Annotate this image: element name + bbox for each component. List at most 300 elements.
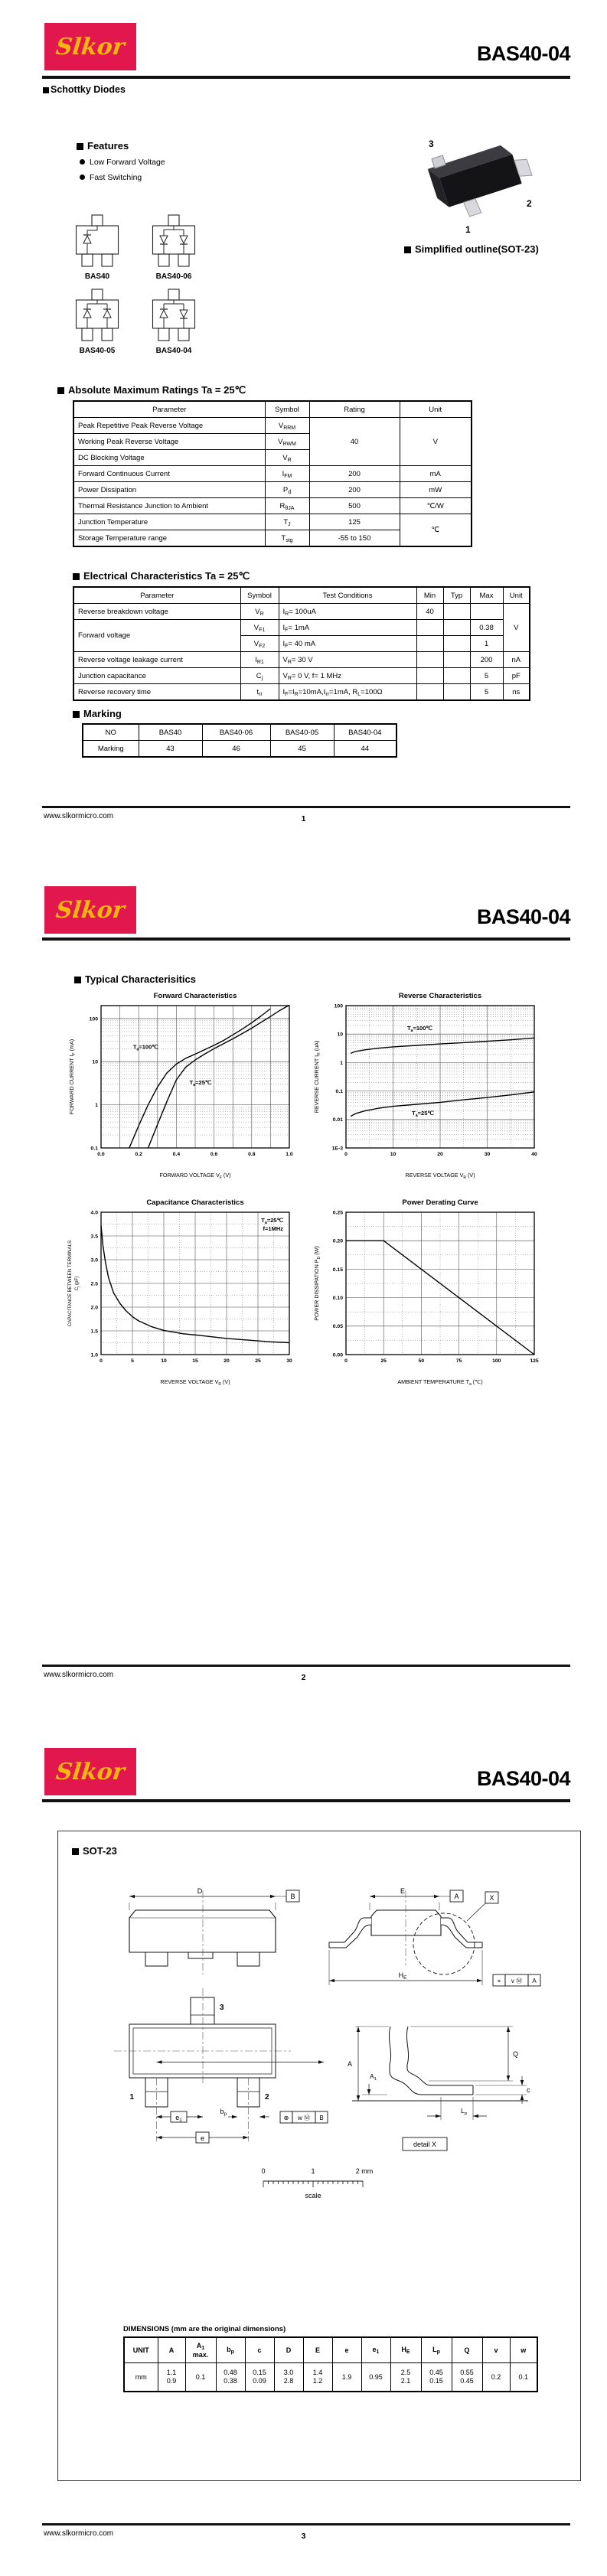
page-1 [0, 0, 607, 859]
svg-text:⌖: ⌖ [497, 1978, 501, 1984]
svg-text:40: 40 [531, 1152, 537, 1157]
table-row [73, 514, 472, 530]
symbol-cell: $V_R$ [265, 450, 309, 466]
column-header: Q [452, 2337, 482, 2363]
svg-text:B: B [290, 1893, 295, 1900]
min-cell [416, 668, 443, 684]
svg-text:4.0: 4.0 [90, 1210, 98, 1216]
marking-cell: 44 [334, 741, 397, 758]
value-cell: 3.0 2.8 [274, 2363, 303, 2392]
value-cell: 0.2 [482, 2363, 510, 2392]
svg-text:75: 75 [455, 1358, 462, 1364]
min-cell [416, 620, 443, 636]
test-conditions-cell: $I_F=I_R=10mA,I_{rr}=1mA$, $R_L=100\Omega$ [279, 684, 416, 701]
svg-text:E: E [400, 1887, 406, 1895]
svg-text:1E-3: 1E-3 [331, 1146, 343, 1152]
column-header: Parameter [73, 587, 240, 604]
unit-cell: mA [400, 466, 472, 482]
parameter-cell: Power Dissipation [73, 482, 265, 498]
typ-cell [443, 604, 470, 620]
chart-reverse-characteristics [310, 989, 544, 1187]
chart-capacitance-characteristics [65, 1195, 299, 1394]
value-cell: 0.1 [510, 2363, 537, 2392]
svg-text:e1​: $e_1$ [175, 2114, 182, 2123]
package-name: BAS40-06 [155, 272, 192, 281]
svg-text:0.8: 0.8 [248, 1152, 256, 1157]
page-number: 2 [301, 1673, 306, 1682]
svg-text:0.05: 0.05 [332, 1324, 343, 1330]
svg-text:30: 30 [286, 1358, 292, 1364]
parameter-cell: Forward Continuous Current [73, 466, 265, 482]
symbol-cell: $V_{F2}$ [240, 636, 279, 652]
min-cell: 40 [416, 604, 443, 620]
svg-text:2: 2 [265, 2093, 269, 2102]
svg-text:A: A [532, 1978, 537, 1984]
svg-text:2.0: 2.0 [90, 1305, 98, 1311]
package-diagram [139, 214, 208, 281]
svg-text:0.20: 0.20 [332, 1238, 343, 1244]
svg-text:1.5: 1.5 [90, 1329, 98, 1335]
chart-forward-characteristics [65, 989, 299, 1187]
svg-text:detail X: detail X [413, 2141, 437, 2148]
column-header: Rating [309, 401, 400, 418]
value-cell: 0.1 [185, 2363, 216, 2392]
package-name: BAS40-04 [155, 347, 192, 355]
column-header: Symbol [265, 401, 309, 418]
typ-cell [443, 668, 470, 684]
typ-cell [443, 652, 470, 668]
value-cell: 1.9 [332, 2363, 361, 2392]
marking-cell: Marking [83, 741, 139, 758]
marking-cell: 46 [202, 741, 270, 758]
column-header: BAS40-06 [202, 724, 270, 741]
value-cell: 1.4 1.2 [303, 2363, 332, 2392]
page-title: BAS40-04 [476, 905, 570, 928]
symbol-cell: $P_d$ [265, 482, 309, 498]
svg-text:FORWARD VOLTAGE VF​ (V): FORWARD VOLTAGE $V_F$ (V) [159, 1172, 231, 1180]
svg-text:A1​: $A_1$ [370, 2072, 377, 2082]
section-marker [43, 87, 49, 93]
max-cell: 0.38 [470, 620, 503, 636]
table-row [73, 482, 472, 498]
svg-text:2 mm: 2 mm [355, 2167, 374, 2175]
symbol-cell: $I_{R1}$ [240, 652, 279, 668]
column-header: BAS40 [139, 724, 202, 741]
min-cell [416, 684, 443, 701]
svg-text:e: e [200, 2134, 205, 2142]
dimensions-table-el [123, 2336, 538, 2392]
typ-cell [443, 684, 470, 701]
column-header: Test Conditions [279, 587, 416, 604]
column-header: BAS40-04 [334, 724, 397, 741]
svg-text:1: 1 [340, 1060, 343, 1066]
test-conditions-cell: $V_R= 0$ V, f= 1 MHz [279, 668, 416, 684]
column-header: UNIT [124, 2337, 158, 2363]
brand-logo-text: Slkor [54, 1758, 126, 1785]
value-cell: 0.55 0.45 [452, 2363, 482, 2392]
symbol-cell: $V_R$ [240, 604, 279, 620]
header-rule [42, 76, 570, 79]
svg-text:20: 20 [437, 1152, 443, 1157]
svg-text:25: 25 [255, 1358, 261, 1364]
svg-text:A: A [454, 1893, 459, 1900]
marking-table [82, 723, 397, 758]
unit-cell: pF [503, 668, 530, 684]
electrical-heading: Electrical Characteristics Ta = 25℃ [73, 570, 250, 582]
column-header: Max [470, 587, 503, 604]
page-2 [0, 859, 607, 1717]
typ-cell [443, 620, 470, 636]
unit-cell: V [503, 604, 530, 652]
symbol-cell: $T_{stg}$ [265, 530, 309, 547]
unit-cell: mW [400, 482, 472, 498]
parameter-cell: Junction Temperature [73, 514, 265, 530]
svg-text:1: 1 [311, 2167, 315, 2175]
svg-text:125: 125 [530, 1358, 539, 1364]
svg-text:100: 100 [89, 1016, 98, 1022]
parameter-cell: Reverse voltage leakage current [73, 652, 240, 668]
table-row [73, 620, 530, 636]
parameter-cell: Reverse breakdown voltage [73, 604, 240, 620]
svg-text:10: 10 [161, 1358, 167, 1364]
test-conditions-cell: $I_F= 1mA$ [279, 620, 416, 636]
svg-text:0: 0 [261, 2167, 266, 2175]
bullet-icon [80, 159, 85, 165]
package-name: BAS40-05 [79, 347, 116, 355]
min-cell [416, 636, 443, 652]
svg-text:100: 100 [334, 1003, 343, 1009]
column-header: NO [83, 724, 139, 741]
svg-text:1: 1 [129, 2093, 134, 2102]
column-header: BAS40-05 [270, 724, 334, 741]
feature-item: Low Forward Voltage [80, 158, 165, 167]
footer-rule [42, 2523, 570, 2525]
section-marker [77, 143, 83, 150]
parameter-cell: Reverse recovery time [73, 684, 240, 701]
svg-text:X: X [489, 1894, 494, 1902]
table-row [73, 684, 530, 701]
svg-text:3: 3 [429, 139, 434, 149]
svg-text:25: 25 [380, 1358, 387, 1364]
footer-website: www.slkormicro.com [44, 1671, 114, 1679]
column-header: v [482, 2337, 510, 2363]
symbol-cell: $t_{rr}$ [240, 684, 279, 701]
svg-text:bp​: $b_p$ [220, 2108, 227, 2117]
svg-text:Ta​=25℃: $T_a=25℃$ [189, 1078, 212, 1087]
svg-text:REVERSE VOLTAGE VR​ (V): REVERSE VOLTAGE $V_R$ (V) [405, 1172, 475, 1180]
table-row [73, 498, 472, 514]
svg-text:Ta​=100℃: $T_a=100℃$ [406, 1024, 432, 1033]
max-cell: 200 [470, 652, 503, 668]
column-header: $H_E$ [390, 2337, 421, 2363]
simplified-outline-heading: Simplified outline(SOT-23) [404, 243, 539, 255]
features-heading: Features [77, 140, 129, 152]
section-marker [73, 711, 80, 718]
svg-text:w Ⓜ: w Ⓜ [298, 2115, 310, 2121]
svg-text:Ta​=25℃: $T_a=25℃$ [261, 1217, 283, 1225]
table-row [73, 418, 472, 434]
table-row [73, 668, 530, 684]
category-heading: Schottky Diodes [43, 84, 126, 95]
rating-cell: 125 [309, 514, 400, 530]
svg-text:0.1: 0.1 [335, 1089, 343, 1094]
page-3 [0, 1717, 607, 2576]
value-cell: 2.5 2.1 [390, 2363, 421, 2392]
page-title: BAS40-04 [476, 42, 570, 65]
table-header-row [73, 587, 530, 604]
svg-text:Ta​=100℃: $T_a=100℃$ [132, 1043, 158, 1052]
package-diagram [139, 289, 208, 355]
parameter-cell: Working Peak Reverse Voltage [73, 434, 265, 450]
package-drawing-frame [57, 1831, 581, 2481]
sot23-3d-svg [406, 124, 536, 237]
rating-cell: 500 [309, 498, 400, 514]
svg-text:100: 100 [492, 1358, 501, 1364]
column-header: $L_p$ [421, 2337, 452, 2363]
chart-svg [65, 1195, 299, 1390]
section-marker [57, 387, 64, 394]
svg-text:REVERSE VOLTAGE VR​ (V): REVERSE VOLTAGE $V_R$ (V) [160, 1378, 230, 1387]
svg-text:0.0: 0.0 [97, 1152, 105, 1157]
footer-website: www.slkormicro.com [44, 812, 114, 820]
brand-logo-text: Slkor [54, 33, 126, 60]
package-diagram [63, 214, 132, 281]
svg-text:3.0: 3.0 [90, 1257, 98, 1264]
svg-text:Lp​: $L_p$ [460, 2107, 468, 2116]
svg-text:B: B [319, 2115, 324, 2121]
value-cell: 0.15 0.09 [245, 2363, 274, 2392]
svg-text:2: 2 [527, 198, 532, 209]
symbol-cell: $V_{RRM}$ [265, 418, 309, 434]
symbol-cell: $C_j$ [240, 668, 279, 684]
sot23-3d-outline-image [406, 124, 536, 237]
value-cell: mm [124, 2363, 158, 2392]
unit-cell: ℃ [400, 514, 472, 547]
svg-text:5: 5 [131, 1358, 134, 1364]
footer-website: www.slkormicro.com [44, 2529, 114, 2538]
symbol-cell: $I_{FM}$ [265, 466, 309, 482]
value-cell: 1.1 0.9 [158, 2363, 185, 2392]
column-header: Symbol [240, 587, 279, 604]
parameter-cell: Peak Repetitive Peak Reverse Voltage [73, 418, 265, 434]
parameter-cell: DC Blocking Voltage [73, 450, 265, 466]
column-header: w [510, 2337, 537, 2363]
brand-logo [44, 23, 136, 70]
table-header-row [83, 724, 397, 741]
min-cell [416, 652, 443, 668]
section-marker [72, 1848, 79, 1855]
column-header: D [274, 2337, 303, 2363]
table-row [83, 741, 397, 758]
svg-text:10: 10 [92, 1059, 98, 1065]
parameter-cell: Thermal Resistance Junction to Ambient [73, 498, 265, 514]
svg-text:15: 15 [192, 1358, 198, 1364]
parameter-cell: Forward voltage [73, 620, 240, 652]
value-cell: 0.95 [361, 2363, 390, 2392]
page-number: 3 [301, 2532, 306, 2541]
symbol-cell: $T_J$ [265, 514, 309, 530]
table-header-row [124, 2337, 537, 2363]
column-header: Unit [503, 587, 530, 604]
symbol-cell: $V_{RWM}$ [265, 434, 309, 450]
unit-cell: V [400, 418, 472, 466]
column-header: Typ [443, 587, 470, 604]
svg-text:POWER DISSIPATION PD​ (W): POWER DISSIPATION $P_D$ (W) [313, 1246, 321, 1321]
chart-svg [310, 1195, 544, 1390]
unit-cell: ns [503, 684, 530, 701]
chart-svg [310, 989, 544, 1183]
brand-logo-text: Slkor [54, 896, 126, 924]
svg-text:3.5: 3.5 [90, 1234, 98, 1240]
abs-max-heading: Absolute Maximum Ratings Ta = 25℃ [57, 384, 246, 396]
svg-text:0: 0 [344, 1152, 348, 1157]
header-rule [42, 1799, 570, 1802]
svg-text:1: 1 [465, 224, 471, 235]
chart-power-derating-curve [310, 1195, 544, 1394]
rating-cell: -55 to 150 [309, 530, 400, 547]
svg-text:50: 50 [418, 1358, 425, 1364]
value-cell: 0.48 0.38 [216, 2363, 245, 2392]
abs-max-table [73, 400, 472, 547]
section-marker [74, 977, 81, 983]
table-row [73, 604, 530, 620]
table-header-row [73, 401, 472, 418]
svg-text:REVERSE CURRENT IR​ (uA): REVERSE CURRENT $I_R$ (uA) [313, 1040, 321, 1114]
page-number: 1 [301, 814, 306, 823]
svg-text:Forward Characteristics: Forward Characteristics [153, 992, 237, 1000]
test-conditions-cell: $I_R= 100uA$ [279, 604, 416, 620]
svg-text:Q: Q [513, 2050, 519, 2058]
footer-rule [42, 806, 570, 808]
rating-cell: 40 [309, 418, 400, 466]
svg-text:f=1MHz: f=1MHz [263, 1225, 283, 1232]
header-rule [42, 937, 570, 941]
svg-text:c: c [527, 2086, 530, 2094]
svg-text:0.25: 0.25 [332, 1210, 343, 1216]
svg-text:AMBIENT TEMPERATURE Ta​ (℃: AMBIENT TEMPERATURE $T_a$ (℃) [397, 1378, 483, 1387]
unit-cell: ℃/W [400, 498, 472, 514]
svg-text:Capacitance Characteristics: Capacitance Characteristics [146, 1198, 244, 1207]
svg-text:Reverse Characteristics: Reverse Characteristics [398, 992, 482, 1000]
chart-svg [65, 989, 299, 1183]
svg-text:1: 1 [95, 1103, 98, 1109]
rating-cell: 200 [309, 482, 400, 498]
column-header: $A_1$ max. [185, 2337, 216, 2363]
svg-text:0.15: 0.15 [332, 1267, 343, 1273]
svg-text:D: D [197, 1887, 203, 1895]
marking-cell: 43 [139, 741, 202, 758]
test-conditions-cell: $V_R= 30$ V [279, 652, 416, 668]
package-diagram [63, 289, 132, 355]
series-Ta=25℃ [148, 1005, 290, 1148]
brand-logo [44, 1748, 136, 1795]
svg-text:⊕: ⊕ [283, 2115, 289, 2121]
column-header: Min [416, 587, 443, 604]
section-marker [404, 246, 411, 253]
svg-text:0.4: 0.4 [172, 1152, 181, 1157]
marking-heading: Marking [73, 708, 122, 719]
dimensions-table [123, 2336, 538, 2392]
svg-text:0.10: 0.10 [332, 1296, 343, 1301]
svg-text:10: 10 [337, 1032, 343, 1038]
svg-text:0.2: 0.2 [135, 1152, 142, 1157]
svg-text:0: 0 [344, 1358, 348, 1364]
svg-text:1.0: 1.0 [286, 1152, 293, 1157]
svg-text:20: 20 [224, 1358, 230, 1364]
svg-text:FORWARD CURRENT IF​ (mA): FORWARD CURRENT $I_F$ (mA) [68, 1039, 77, 1115]
svg-text:30: 30 [484, 1152, 491, 1157]
column-header: $e_1$ [361, 2337, 390, 2363]
svg-text:0.00: 0.00 [332, 1352, 343, 1358]
sot23-drawing-svg [60, 1873, 577, 2241]
max-cell: 5 [470, 668, 503, 684]
dimensions-title: DIMENSIONS (mm are the original dimensions) [123, 2325, 286, 2333]
svg-text:Power Derating Curve: Power Derating Curve [402, 1198, 478, 1207]
svg-text:0.01: 0.01 [332, 1117, 343, 1123]
sot23-heading: SOT-23 [72, 1845, 117, 1857]
brand-logo [44, 886, 136, 934]
typical-characteristics-heading: Typical Characterisitics [74, 973, 196, 985]
unit-cell: nA [503, 652, 530, 668]
svg-text:scale: scale [305, 2192, 321, 2199]
svg-text:A: A [347, 2060, 352, 2068]
column-header: A [158, 2337, 185, 2363]
sot23-technical-drawing [60, 1873, 577, 2241]
page-title: BAS40-04 [476, 1767, 570, 1790]
max-cell: 1 [470, 636, 503, 652]
svg-text:HE​: $H_E$ [398, 1971, 407, 1981]
test-conditions-cell: $I_F= 40$ mA [279, 636, 416, 652]
column-header: Unit [400, 401, 472, 418]
svg-text:10: 10 [390, 1152, 397, 1157]
svg-text:0.6: 0.6 [210, 1152, 218, 1157]
typ-cell [443, 636, 470, 652]
column-header: e [332, 2337, 361, 2363]
package-name: BAS40 [84, 272, 110, 281]
footer-rule [42, 1665, 570, 1667]
max-cell: 5 [470, 684, 503, 701]
symbol-cell: $V_{F1}$ [240, 620, 279, 636]
svg-text:v Ⓜ: v Ⓜ [511, 1978, 523, 1984]
table-row [73, 466, 472, 482]
svg-text:0: 0 [100, 1358, 103, 1364]
rating-cell: 200 [309, 466, 400, 482]
symbol-cell: $R_{\theta JA}$ [265, 498, 309, 514]
electrical-table [73, 586, 530, 701]
svg-text:3: 3 [220, 2004, 224, 2012]
section-marker [73, 573, 80, 580]
feature-item: Fast Switching [80, 173, 142, 182]
svg-text:Cj​ (pF): $C_j$ (pF) [74, 1276, 80, 1291]
column-header: c [245, 2337, 274, 2363]
svg-text:CAPACITANCE BETWEEN TERMINALS: CAPACITANCE BETWEEN TERMINALS [67, 1240, 73, 1327]
svg-text:0.1: 0.1 [90, 1146, 98, 1152]
svg-text:1.0: 1.0 [90, 1352, 98, 1358]
value-cell: 0.45 0.15 [421, 2363, 452, 2392]
parameter-cell: Junction capacitance [73, 668, 240, 684]
max-cell [470, 604, 503, 620]
column-header: E [303, 2337, 332, 2363]
table-row [124, 2363, 537, 2392]
table-row [73, 652, 530, 668]
bullet-icon [80, 174, 85, 180]
column-header: Parameter [73, 401, 265, 418]
marking-cell: 45 [270, 741, 334, 758]
parameter-cell: Storage Temperature range [73, 530, 265, 547]
svg-text:2.5: 2.5 [90, 1281, 98, 1287]
column-header: $b_p$ [216, 2337, 245, 2363]
svg-text:Ta​=25℃: $T_a=25℃$ [412, 1109, 434, 1118]
